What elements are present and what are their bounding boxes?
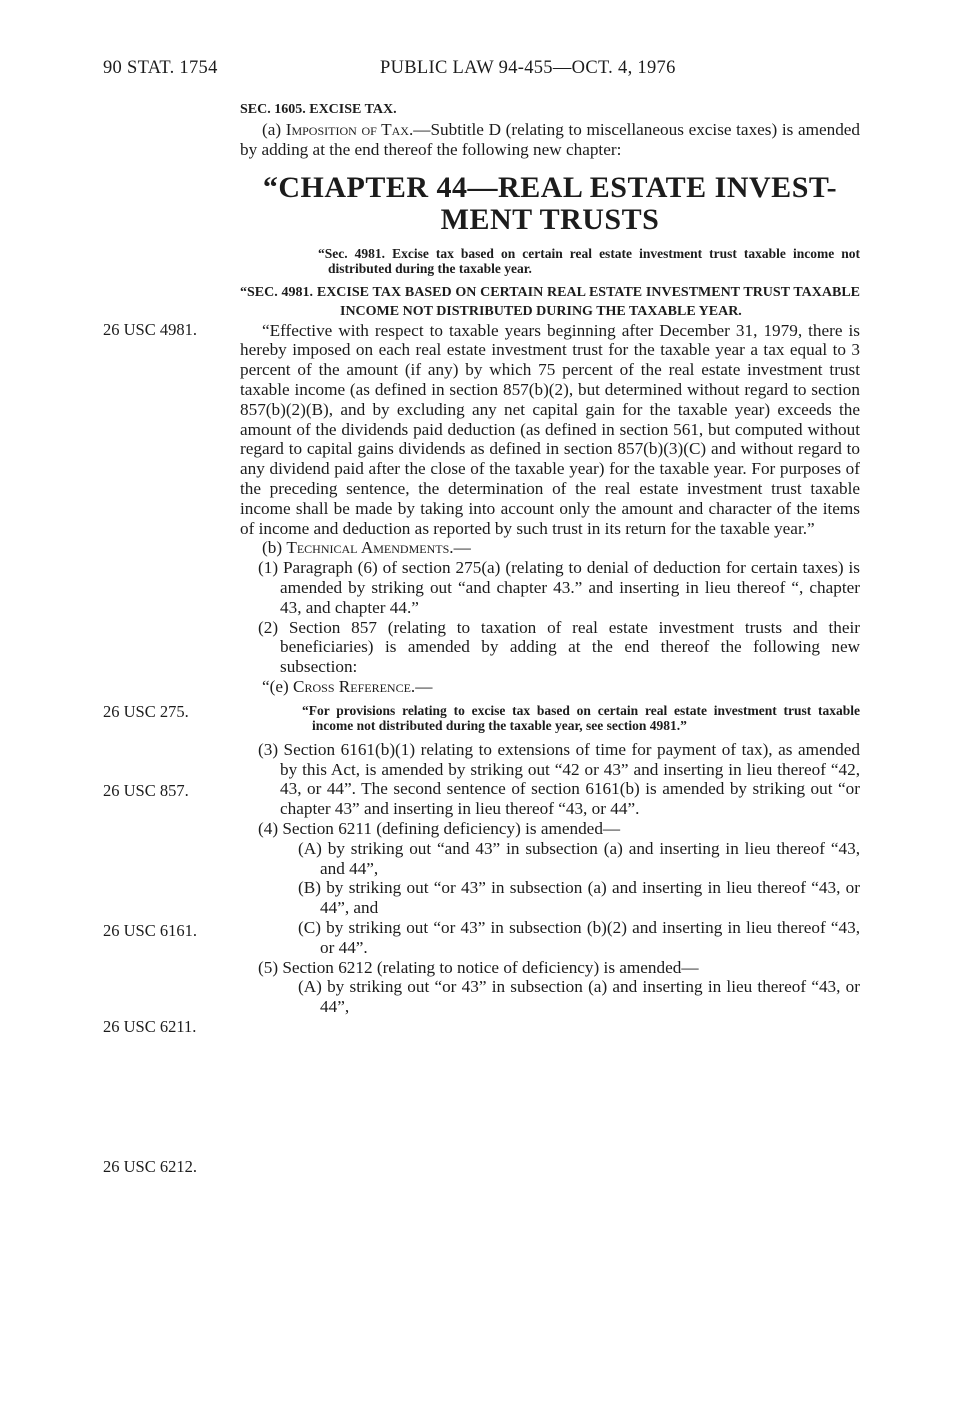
paragraph-5-A: (A) by striking out “or 43” in subsection (a) and inserting in lieu thereof “43, or 44”, xyxy=(298,977,860,1017)
paragraph-2: (2) Section 857 (relating to taxation of real estate investment trusts and their beneficiaries) is amended by adding at the end thereof the following new subsection: xyxy=(258,617,860,677)
cross-reference-note: “For provisions relating to excise tax based on certain real estate investment trust taxable income not distributed during the taxable year, see section 4981.” xyxy=(302,702,860,734)
margin-note-4981: 26 USC 4981. xyxy=(103,320,197,339)
paragraph-4-C: (C) by striking out “or 43” in subsection (b)(2) and inserting in lieu thereof “43, or 44”. xyxy=(298,917,860,957)
chapter-title-line2: MENT TRUSTS xyxy=(440,202,660,236)
margin-note-857: 26 USC 857. xyxy=(103,781,189,800)
paragraph-3: (3) Section 6161(b)(1) relating to extensions of time for payment of tax), as amended by this Act, is amended by striking out “42 or 43” and inserting in lieu thereof “42, 43, or 44”. The second sentence of section 6161(b) is amended by striking out “or chapter 43” and inserting in lieu thereof “43, or 44”. xyxy=(258,739,860,819)
paragraph-4: (4) Section 6211 (defining deficiency) is amended— xyxy=(258,818,621,838)
subsection-e-heading: “(e) Cross Reference.— xyxy=(262,676,433,696)
main-text-column xyxy=(240,100,860,1017)
margin-note-6212: 26 USC 6212. xyxy=(103,1157,197,1176)
subsection-b-heading: (b) Technical Amendments.— xyxy=(262,538,471,558)
margin-note-6211: 26 USC 6211. xyxy=(103,1017,197,1036)
paragraph-4-B: (B) by striking out “or 43” in subsection (a) and inserting in lieu thereof “43, or 44”, and xyxy=(298,878,860,918)
chapter-table-of-sections: “Sec. 4981. Excise tax based on certain real estate investment trust taxable income not distributed during the taxable year. xyxy=(318,245,860,277)
chapter-title-line1: “CHAPTER 44—REAL ESTATE INVEST- xyxy=(262,170,838,204)
section-heading: SEC. 1605. EXCISE TAX. xyxy=(240,102,397,117)
chapter-title xyxy=(240,172,860,236)
section-4981-body: “Effective with respect to taxable years beginning after December 31, 1979, there is hereby imposed on each real estate investment trust for the taxable year a tax equal to 3 percent of the amount (if any) by which 75 percent of the real estate investment trust taxable income (as defined in section 857(b)(2), but determined without regard to section 857(b)(2)(B), and by excluding any net capital gain for the taxable year) exceeds the amount of the dividends paid deduction (as defined in section 561, but computed without regard to capital gains dividends as defined in section 857(b)(3)(C) and without regard to any dividend paid after the close of the taxable year) for the taxable year. For purposes of the preceding sentence, the determination of the real estate investment trust taxable income shall be made by taking into account only the amount and character of the items of income and deduction as reported by such trust in its return for the taxable year.” xyxy=(240,320,860,538)
page-stat-number: 90 STAT. 1754 xyxy=(103,58,218,78)
page-running-header: PUBLIC LAW 94-455—OCT. 4, 1976 xyxy=(380,58,676,78)
section-4981-heading: “SEC. 4981. EXCISE TAX BASED ON CERTAIN REAL ESTATE INVESTMENT TRUST TAXABLE INCOME NOT DISTRIBUTED DURING THE TAXABLE YEAR. xyxy=(240,284,860,319)
paragraph-1: (1) Paragraph (6) of section 275(a) (relating to denial of deduction for certain taxes) is amended by striking out “and chapter 43.” and inserting in lieu thereof “, chapter 43, and chapter 44.” xyxy=(258,558,860,617)
paragraph-4-A: (A) by striking out “and 43” in subsection (a) and inserting in lieu thereof “43, and 44”, xyxy=(298,838,860,878)
subsection-a-heading: Imposition of Tax. xyxy=(285,120,414,139)
paragraph-5: (5) Section 6212 (relating to notice of deficiency) is amended— xyxy=(258,957,699,977)
margin-note-275: 26 USC 275. xyxy=(103,702,189,721)
subsection-a: (a) Imposition of Tax.—Subtitle D (relating to miscellaneous excise taxes) is amended by adding at the end thereof the following new chapter: xyxy=(240,120,861,159)
margin-note-6161: 26 USC 6161. xyxy=(103,921,197,940)
